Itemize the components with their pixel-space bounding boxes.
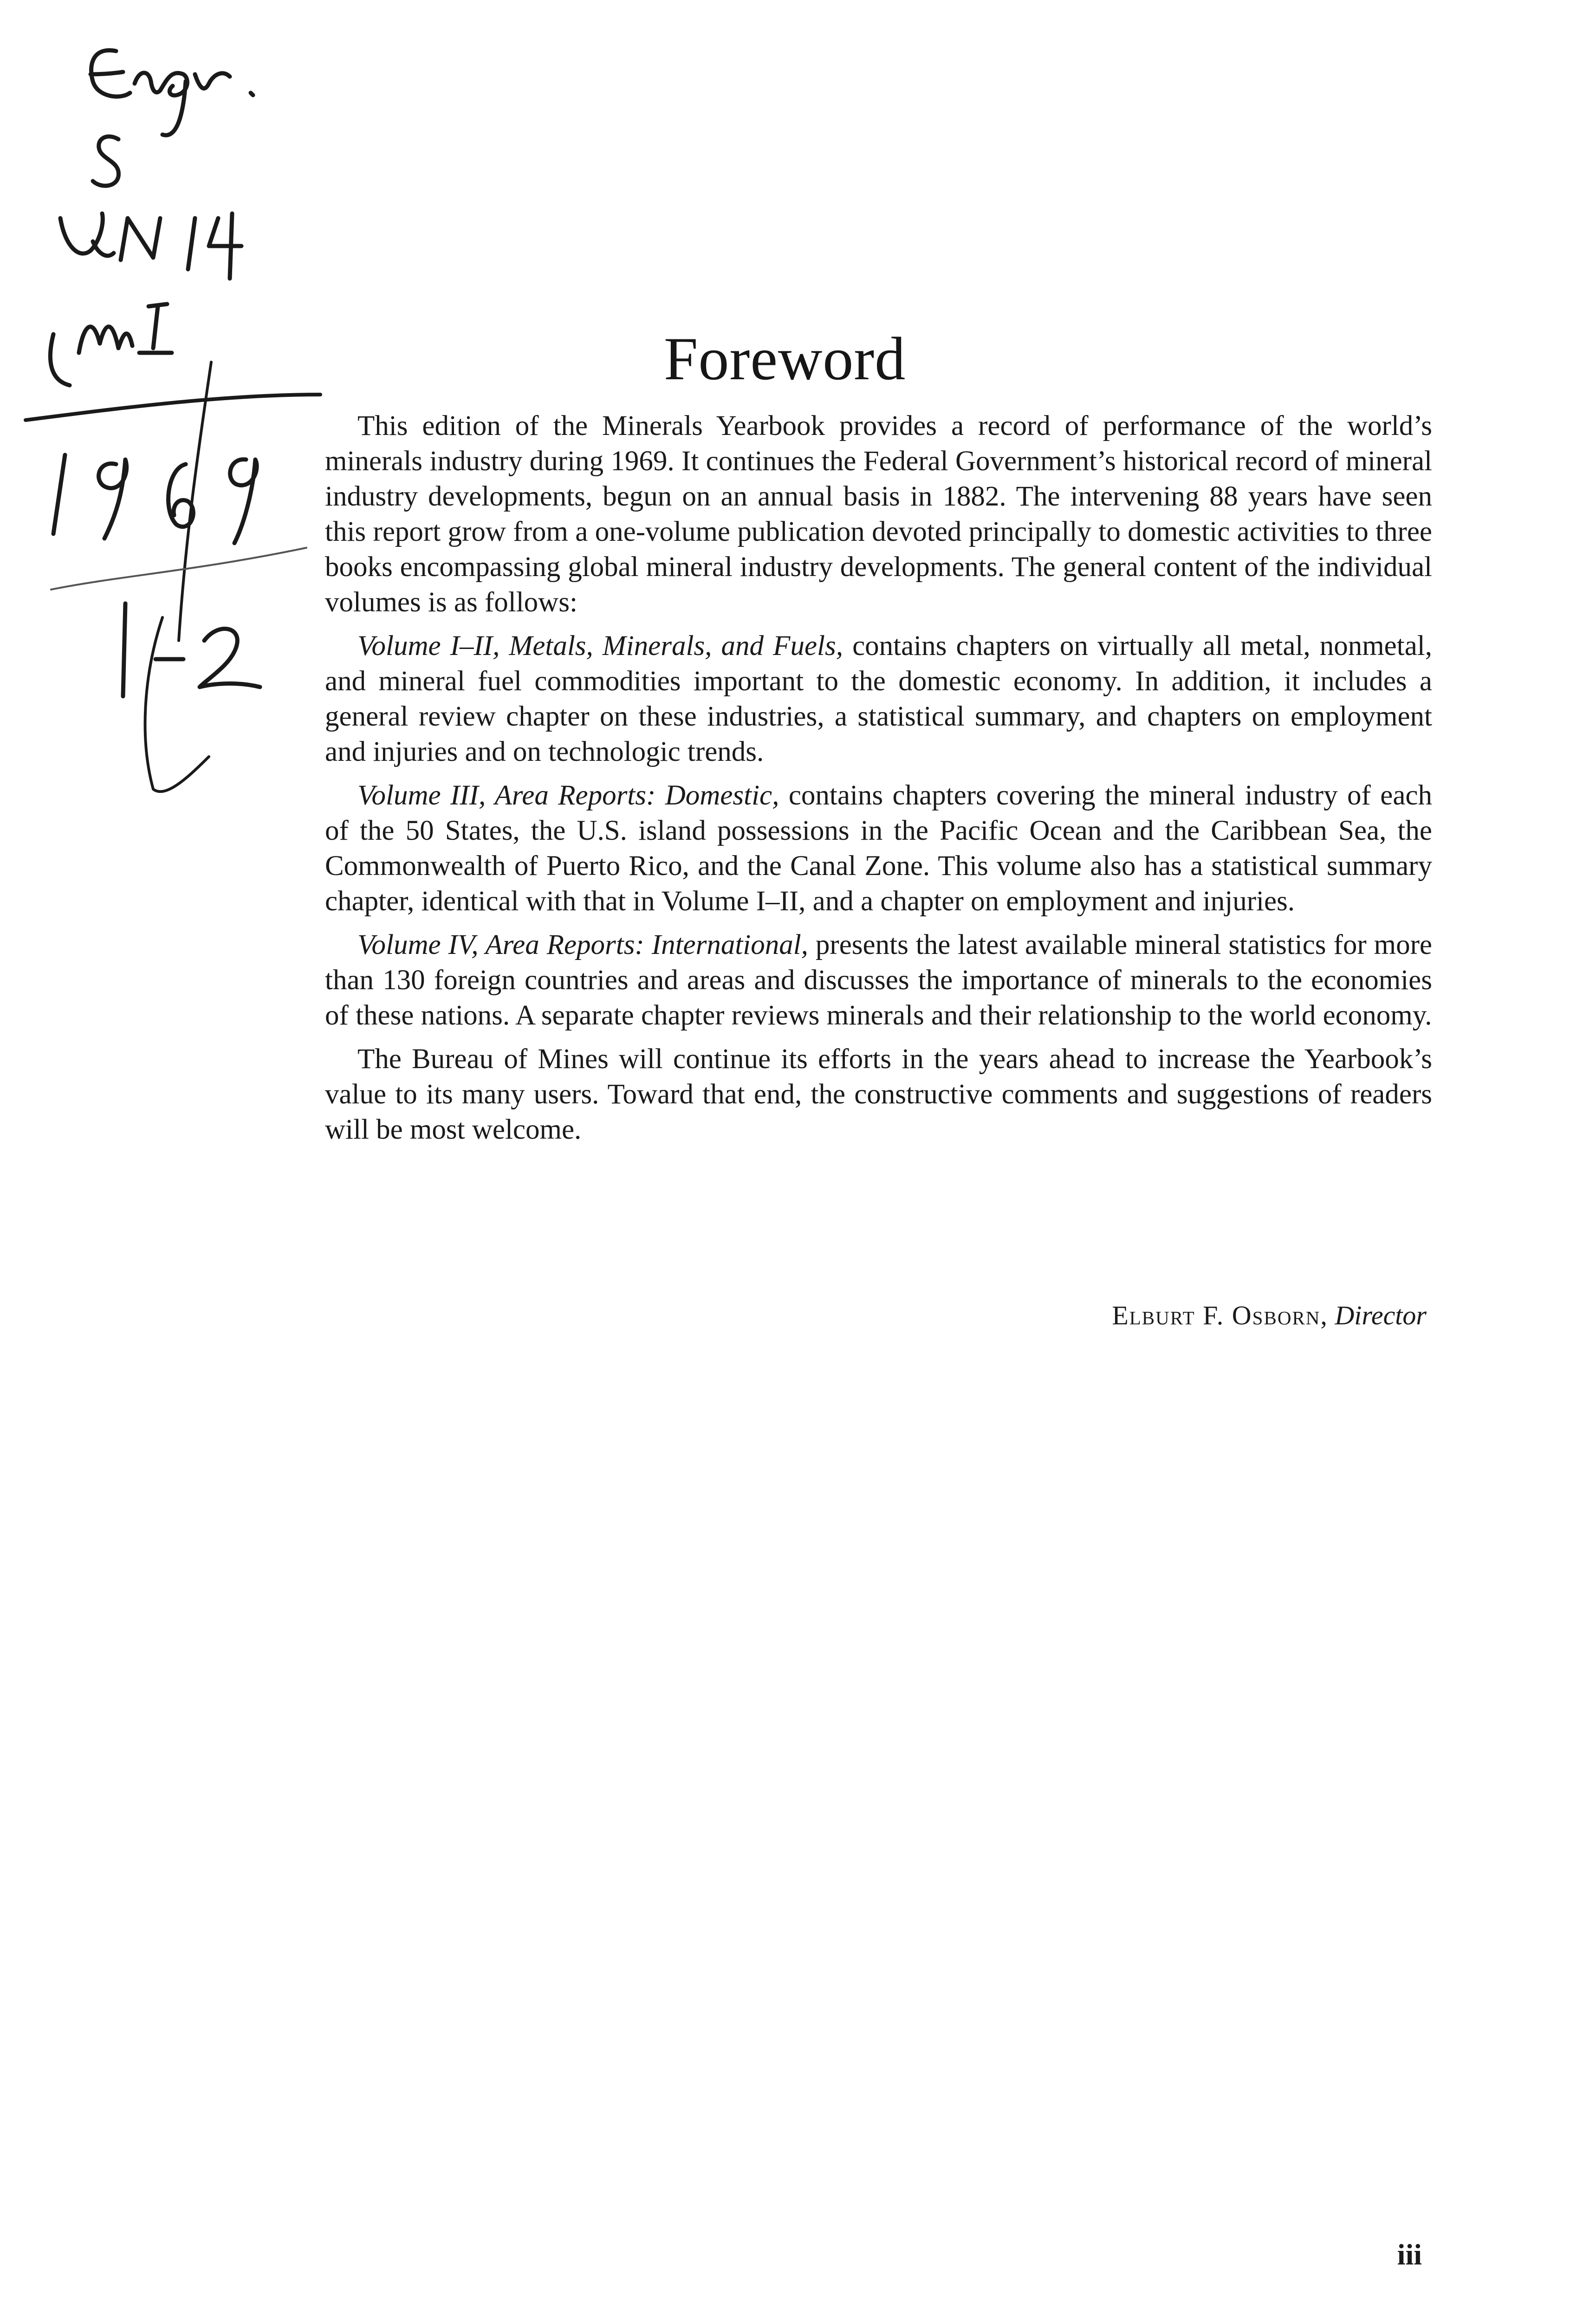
handwritten-call-number bbox=[0, 0, 334, 817]
page-number: iii bbox=[1397, 2238, 1422, 2271]
volume-1-2-paragraph bbox=[325, 629, 1432, 770]
volume-3-text: contains chapters covering the mineral industry of each of the 50 States, the U.S. island possessions in the Pacific Ocean and the Caribbean Sea, the Commonwealth of Puerto Rico, and the Canal Zone. This volume also has a statistical summary chapter, identical with that in Volume I–II, and a chapter on employment and injuries. bbox=[325, 780, 1433, 917]
volume-4-text: presents the latest available mineral statistics for more than 130 foreign countries and areas and discusses the importance of minerals to the economies of these nations. A separate chapter reviews minerals and their relationship to the world economy. bbox=[325, 929, 1432, 1031]
volume-1-2-text: contains chapters on virtually all metal, nonmetal, and mineral fuel commodities important to the domestic economy. In addition, it includes a general review chapter on these industries, a statistical summary, and chapters on employment and injuries and on technologic trends. bbox=[325, 630, 1432, 767]
signature-role: Director bbox=[1335, 1300, 1427, 1330]
page-title: Foreword bbox=[664, 324, 906, 393]
foreword-body bbox=[325, 408, 1432, 1156]
volume-4-paragraph bbox=[325, 927, 1432, 1033]
closing-paragraph: The Bureau of Mines will continue its efforts in the years ahead to increase the Yearbook’s value to its many users. Toward that end, the constructive comments and suggestions of readers will be most welcome. bbox=[325, 1044, 1432, 1145]
volume-3-title: Volume III, Area Reports: Domestic, bbox=[357, 780, 779, 811]
signature bbox=[1112, 1300, 1427, 1331]
signature-name: Elburt F. Osborn, bbox=[1112, 1300, 1328, 1330]
intro-paragraph: This edition of the Minerals Yearbook provides a record of performance of the world’s minerals industry during 1969. It continues the Federal Government’s historical record of mineral industry developments, begun on an annual basis in 1882. The intervening 88 years have seen this report grow from a one-volume publication devoted principally to domestic activities to three books encompassing global mineral industry developments. The general content of the individual volumes is as follows: bbox=[325, 410, 1432, 618]
volume-3-paragraph bbox=[325, 778, 1432, 919]
volume-4-title: Volume IV, Area Reports: International, bbox=[357, 929, 808, 960]
volume-1-2-title: Volume I–II, Metals, Minerals, and Fuels, bbox=[357, 630, 843, 661]
